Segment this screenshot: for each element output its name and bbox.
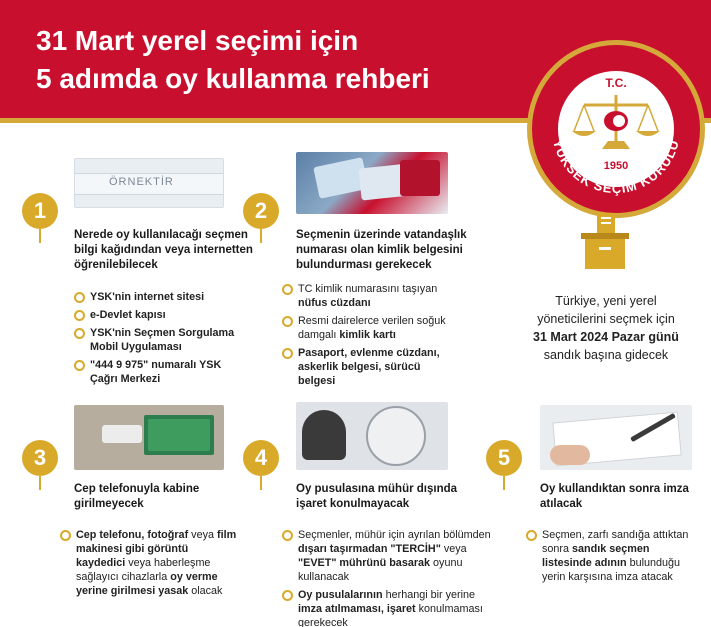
step-4-heading: Oy pusulasına mühür dışında işaret konulmayacak [296, 483, 458, 510]
list-item: "444 9 975" numaralı YSK Çağrı Merkezi [74, 358, 249, 386]
sample-label: ÖRNEKTİR [109, 176, 174, 188]
title-line-1: 31 Mart yerel seçimi için [36, 25, 359, 56]
seal-arc-text: YÜKSEK SEÇİM KURULU [550, 137, 682, 197]
info-date: 31 Mart 2024 Pazar günü [533, 330, 679, 344]
list-item: e-Devlet kapısı [74, 308, 249, 322]
stamp [302, 410, 346, 460]
list-item: TC kimlik numarasını taşıyan nüfus cüzdanı [282, 282, 457, 310]
list-item: Cep telefonu, fotoğraf veya film makinesi gibi görüntü kaydedici veya haberleşme sağlayıcı cihazlarla oy verme yerine girilmesi yasak olacak [60, 528, 240, 598]
step-4-bullets [282, 528, 502, 627]
list-item: Seçmen, zarfı sandığa attıktan sonra sandık seçmen listesinde adının bulunduğu yerin karşısına imza atacak [526, 528, 696, 584]
seal-tc: T.C. [605, 76, 627, 90]
phone [102, 425, 142, 443]
info-line-1: Türkiye, yeni yerel yöneticilerini seçmek için [537, 294, 675, 326]
step-2-heading: Seçmenin üzerinde vatandaşlık numarası olan kimlik belgesini bulundurması gerekecek [296, 229, 467, 271]
step-2-photo-id-cards [296, 152, 448, 214]
step-1-heading: Nerede oy kullanılacağı seçmen bilgi kağıdından veya internetten öğrenilebilecek [74, 229, 253, 271]
list-item: Pasaport, evlenme cüzdanı, askerlik belgesi, sürücü belgesi [282, 346, 457, 388]
card-stack [148, 419, 210, 451]
seal-emblem-icon [532, 45, 700, 213]
list-item: Resmi dairelerce verilen soğuk damgalı kimlik kartı [282, 314, 457, 342]
list-item: YSK'nin Seçmen Sorgulama Mobil Uygulaması [74, 326, 249, 354]
step-3-photo-phones [74, 405, 224, 470]
seal-year: 1950 [603, 160, 629, 172]
ysk-seal [527, 40, 705, 218]
step-1-number: 1 [22, 193, 58, 229]
ballot-box-icon [575, 211, 635, 271]
step-1-photo [74, 158, 224, 208]
step-3-number: 3 [22, 440, 58, 476]
step-3-bullets [60, 528, 240, 602]
step-5-heading: Oy kullandıktan sonra imza atılacak [540, 483, 689, 510]
info-line-3: sandık başına gidecek [543, 348, 669, 362]
stamp-imprint [366, 406, 426, 466]
step-3-heading: Cep telefonuyla kabine girilmeyecek [74, 483, 200, 510]
step-5-bullets [526, 528, 696, 588]
hand [550, 445, 590, 465]
election-info [520, 292, 692, 364]
step-4-photo-stamp [296, 402, 448, 470]
list-item: YSK'nin internet sitesi [74, 290, 249, 304]
step-5-photo-signing [540, 405, 692, 470]
step-2-bullets [282, 282, 457, 392]
step-2-number: 2 [243, 193, 279, 229]
page-title [36, 22, 430, 98]
title-line-2: 5 adımda oy kullanma rehberi [36, 63, 430, 94]
step-5-number: 5 [486, 440, 522, 476]
passport [400, 160, 440, 196]
list-item: Seçmenler, mühür için ayrılan bölümden dışarı taşırmadan "TERCİH" veya "EVET" mührünü basarak oyunu kullanacak [282, 528, 502, 584]
step-1-bullets [74, 290, 249, 390]
list-item: Oy pusulalarının herhangi bir yerine imza atılmaması, işaret konulmaması gerekecek [282, 588, 502, 627]
step-4-number: 4 [243, 440, 279, 476]
